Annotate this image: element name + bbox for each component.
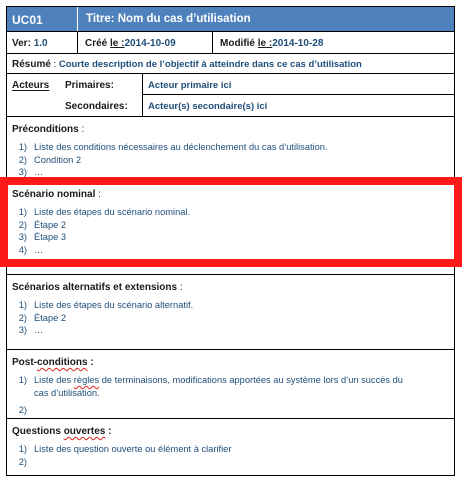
resume-value: Courte description de l’objectif à atteindre dans ce cas d’utilisation: [58, 59, 362, 70]
item-number: 3): [18, 232, 27, 243]
preconditions-title-suffix: :: [78, 124, 85, 135]
postconditions-title-underlined: conditions: [37, 357, 88, 368]
nominal-scenario-section: [7, 181, 454, 274]
list-item: [12, 324, 454, 337]
version-value: 1.0: [33, 38, 48, 49]
list-item: [12, 456, 454, 469]
item-number: 1): [18, 142, 27, 152]
item-text: Liste des étapes du scénario alternatif.: [34, 300, 194, 310]
item-number: 2): [18, 312, 27, 323]
list-item: [12, 374, 454, 399]
open-questions-section: [7, 418, 454, 477]
item-number: 1): [18, 207, 27, 217]
list-item: [12, 244, 454, 257]
item-number: 2): [18, 456, 27, 467]
list-item: [12, 404, 454, 417]
meta-row: [7, 31, 454, 53]
questions-title-suffix: :: [105, 426, 112, 437]
item-text: [34, 404, 454, 417]
item-text: Condition 2: [34, 154, 82, 165]
item-text-end: de terminaisons, modifications apportées au système lors d’un succès du cas d’utilisation.: [34, 375, 406, 398]
nominal-title-suffix: :: [95, 189, 101, 200]
postconditions-section: [7, 349, 454, 418]
created-date: 2014-10-09: [124, 38, 176, 49]
item-text: Étape 2: [34, 312, 67, 323]
nominal-scenario-list: [12, 206, 454, 256]
resume-label: Résumé: [12, 59, 51, 70]
actors-divider-vertical: [142, 74, 143, 116]
item-text: Étape 3: [34, 232, 67, 243]
item-text: Étape 2: [34, 219, 67, 230]
alternative-scenarios-title: [12, 282, 454, 293]
item-text-start: Liste des: [34, 375, 74, 385]
item-number: 1): [18, 300, 27, 310]
secondary-actor-value: Acteur(s) secondaire(s) ici: [148, 101, 268, 112]
version-cell: [7, 32, 78, 53]
item-number: 2): [18, 219, 27, 230]
list-item: [12, 312, 454, 325]
item-number: 2): [18, 154, 27, 165]
primary-actors-label: Primaires:: [65, 80, 114, 91]
secondary-actors-label: Secondaires:: [65, 101, 128, 112]
modified-cell: [213, 32, 454, 53]
alternative-scenarios-list: [12, 299, 454, 337]
item-text: …: [34, 325, 44, 336]
list-item: [12, 166, 454, 179]
created-label: Créé: [85, 38, 108, 49]
list-item: [12, 154, 454, 167]
created-le: le :: [110, 38, 125, 49]
list-item: [12, 206, 454, 219]
list-item: [12, 443, 454, 456]
item-text: Liste des étapes du scénario nominal.: [34, 207, 191, 217]
alternative-scenarios-section: [7, 274, 454, 349]
nominal-scenario-title: [12, 189, 454, 200]
preconditions-section: [7, 116, 454, 181]
open-questions-title: [12, 426, 454, 437]
item-text: Liste des question ouverte ou élément à clarifier: [34, 444, 232, 454]
nominal-title-text: Scénario nominal: [12, 189, 96, 200]
use-case-document: [6, 6, 455, 476]
item-text-misspelled: règles: [73, 375, 100, 385]
item-text: [34, 456, 454, 469]
actors-label: Acteurs: [12, 80, 50, 91]
created-cell: [78, 32, 213, 53]
item-number: 3): [18, 167, 27, 178]
item-text: [34, 374, 454, 399]
item-text: …: [34, 244, 44, 255]
resume-row: [7, 53, 454, 73]
postconditions-title-text: Post-: [12, 357, 37, 368]
item-number: 2): [18, 405, 27, 416]
preconditions-title-text: Préconditions: [12, 124, 79, 135]
resume-separator: :: [50, 59, 59, 70]
item-number: 4): [18, 244, 27, 255]
item-number: 3): [18, 325, 27, 336]
questions-title-underlined: ouvertes: [63, 426, 106, 437]
item-text: Liste des conditions nécessaires au déclenchement du cas d’utilisation.: [34, 142, 328, 152]
alternatives-title-suffix: :: [177, 282, 183, 293]
actors-row: [7, 73, 454, 116]
preconditions-list: [12, 141, 454, 179]
preconditions-title: [12, 124, 454, 135]
postconditions-list: [12, 374, 454, 417]
questions-title-text: Questions: [12, 426, 64, 437]
list-item: [12, 141, 454, 154]
postconditions-title-suffix: :: [87, 357, 94, 368]
item-number: 1): [18, 444, 27, 454]
header-bar: [7, 7, 454, 31]
use-case-title: Titre: Nom du cas d’utilisation: [86, 13, 251, 25]
item-number: 1): [18, 375, 27, 385]
list-item: [12, 231, 454, 244]
alternatives-title-text: Scénarios alternatifs et extensions: [12, 282, 178, 293]
list-item: [12, 219, 454, 232]
primary-actor-value: Acteur primaire ici: [148, 80, 232, 91]
open-questions-list: [12, 443, 454, 468]
list-item: [12, 299, 454, 312]
item-text: …: [34, 167, 44, 178]
use-case-id: UC01: [7, 7, 78, 31]
version-label: Ver:: [12, 38, 31, 49]
modified-le: le :: [257, 38, 273, 49]
modified-label: Modifié: [220, 38, 255, 49]
actors-divider-horizontal: [142, 94, 454, 95]
postconditions-title: [12, 357, 454, 368]
modified-date: 2014-10-28: [272, 38, 324, 49]
